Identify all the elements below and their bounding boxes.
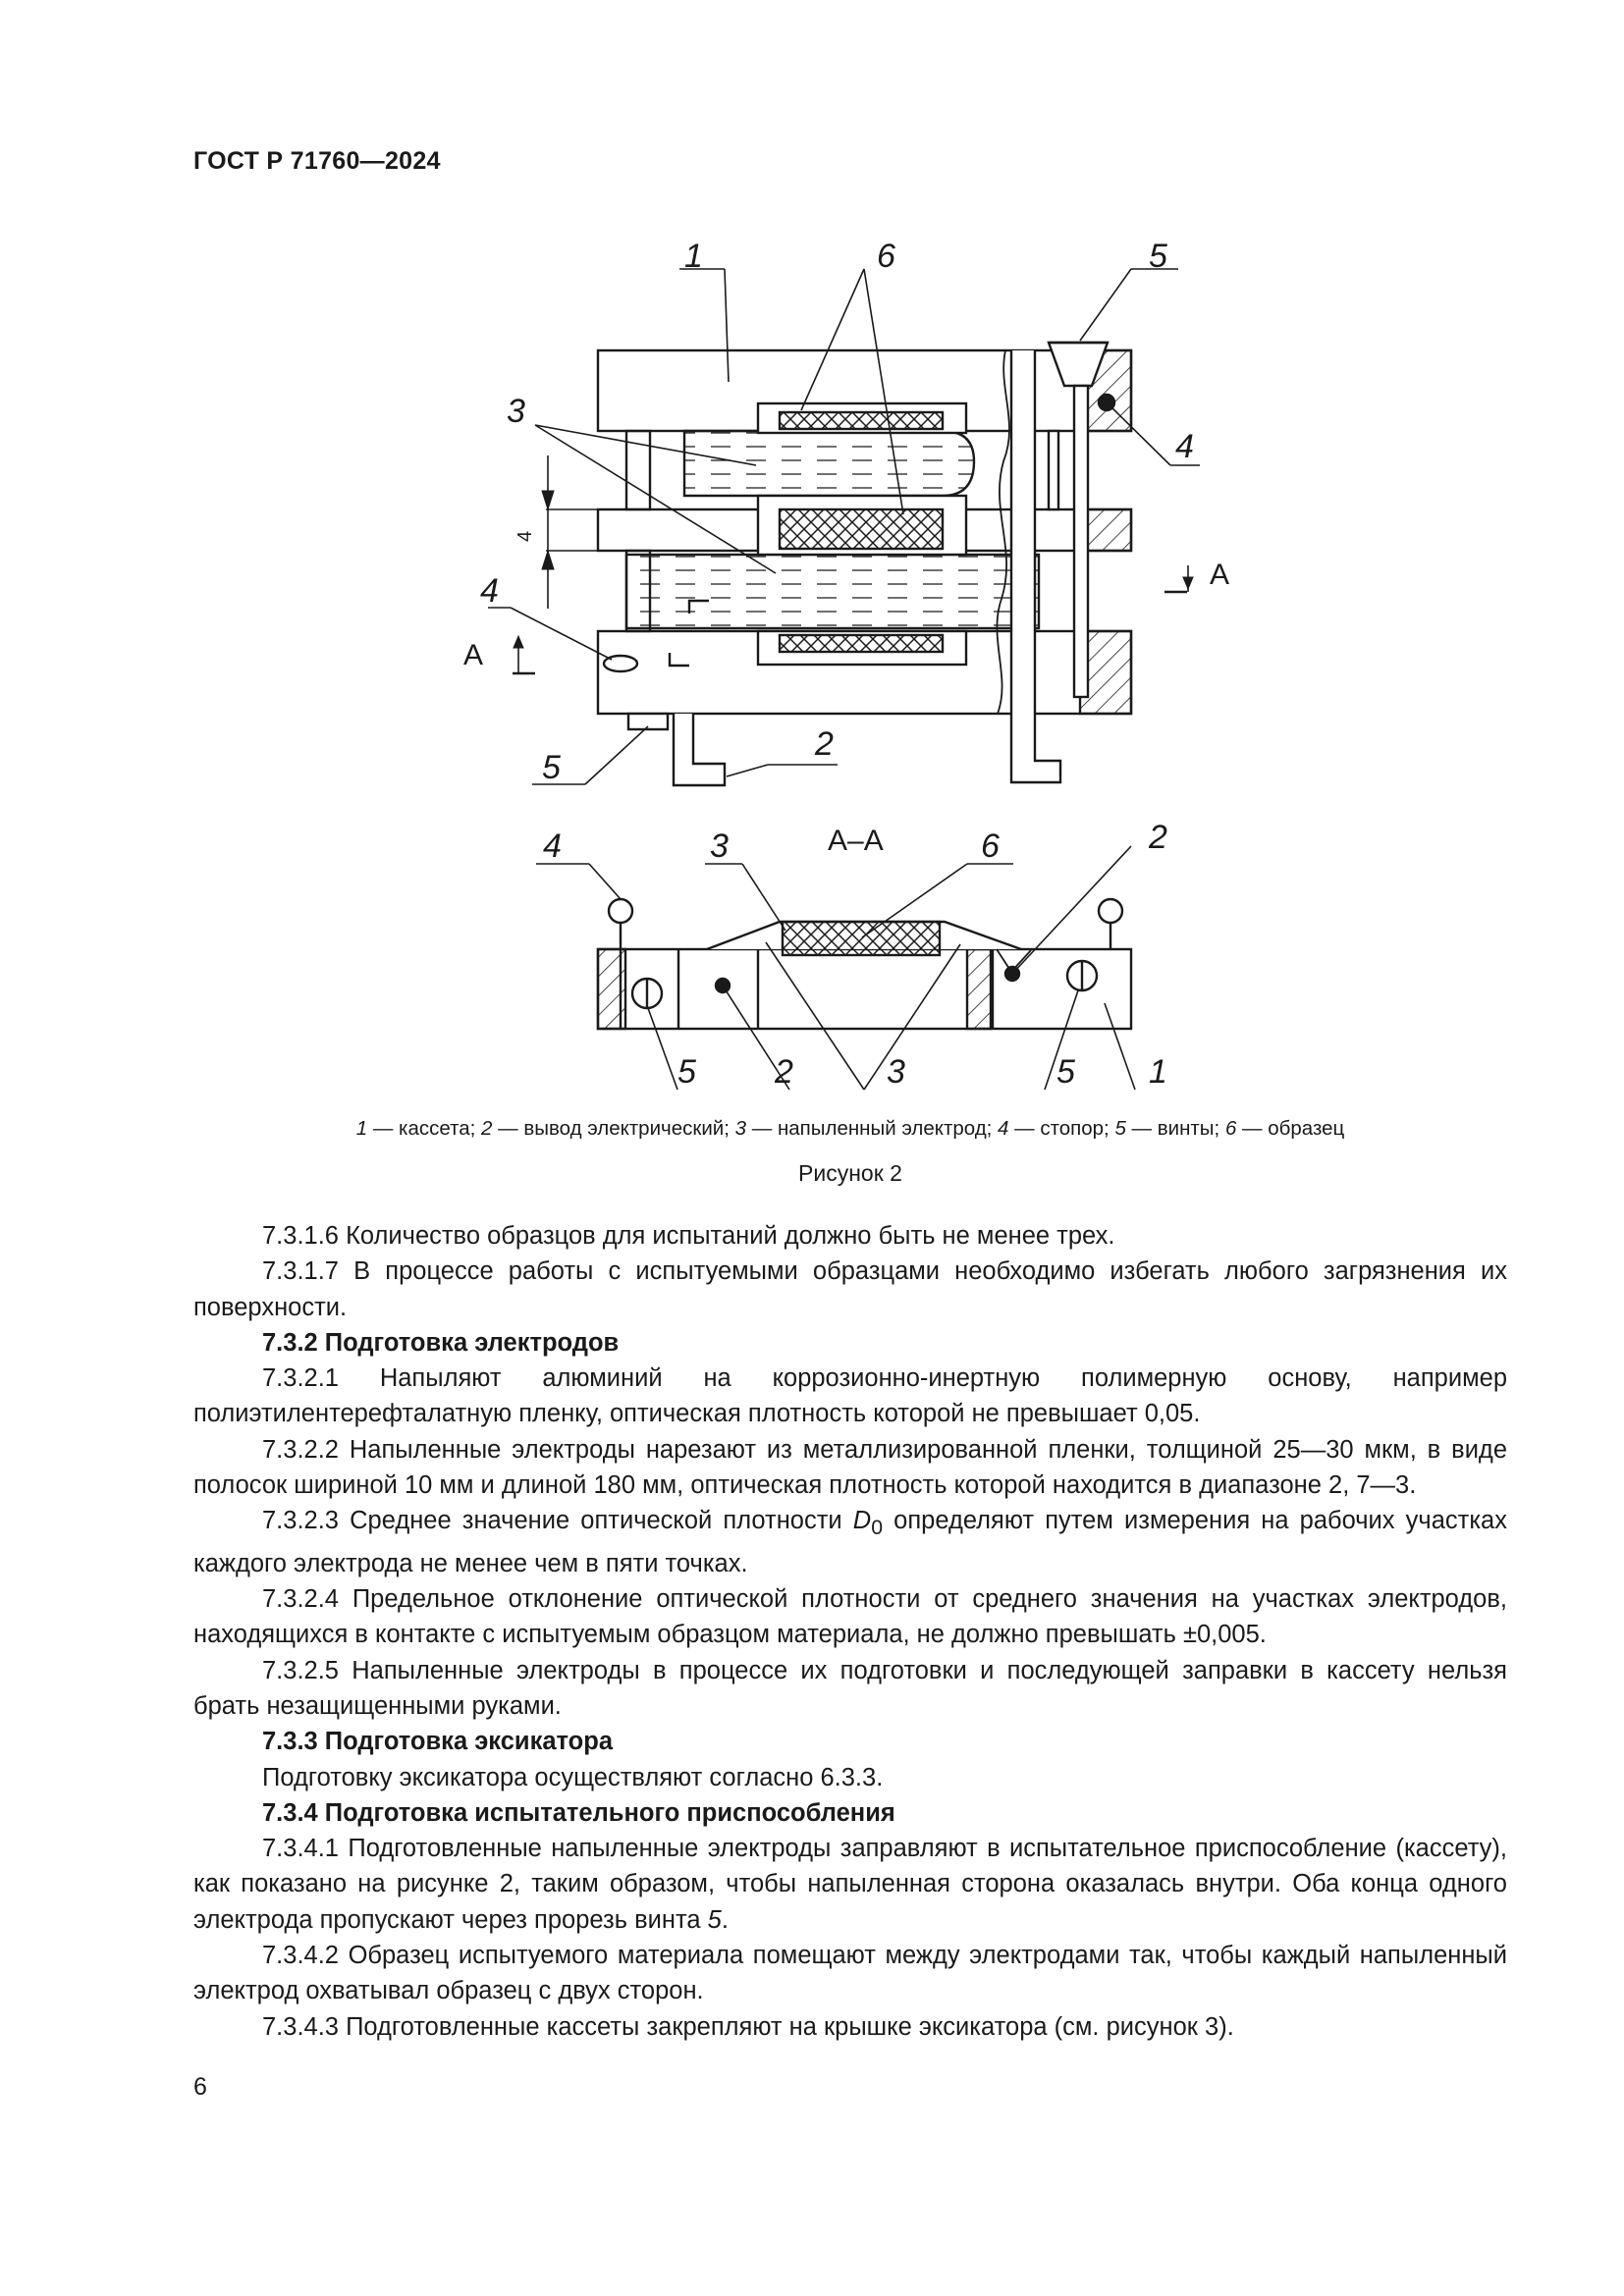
legend-text-6: — образец bbox=[1236, 1117, 1345, 1140]
p5-subscript: 0 bbox=[871, 1516, 884, 1540]
callout-3-top: 3 bbox=[507, 393, 525, 430]
callout-1-top: 1 bbox=[684, 238, 703, 275]
lower-electrode bbox=[626, 555, 1039, 628]
document-code-header: ГОСТ Р 71760—2024 bbox=[193, 147, 441, 175]
screw-shank bbox=[1074, 386, 1088, 697]
page-number: 6 bbox=[193, 2073, 207, 2101]
callout-4-right: 4 bbox=[1175, 428, 1194, 465]
paragraph-7-3-4-3: 7.3.4.3 Подготовленные кассеты закрепляют на крышке эксикатора (см. рисунок 3). bbox=[262, 2012, 1234, 2041]
paragraph-7-3-2-4: 7.3.2.4 Предельное отклонение оптической плотности от среднего значения на участках электродов, находящихся в контакте с испытуемым образцом материала, не должно превышать ±0,005. bbox=[193, 1585, 1507, 1649]
legend-num-2: 2 bbox=[481, 1117, 493, 1140]
callout-6-section: 6 bbox=[981, 828, 1000, 865]
p9-end: . bbox=[721, 1905, 729, 1934]
legend-text-1: — кассета; bbox=[367, 1117, 482, 1140]
section-view bbox=[536, 846, 1135, 1090]
callout-5-section-left: 5 bbox=[677, 1053, 696, 1091]
callout-5-top: 5 bbox=[1149, 238, 1167, 275]
callout-2-right: 2 bbox=[1149, 819, 1167, 856]
stopper-left bbox=[609, 899, 632, 923]
legend-num-1: 1 bbox=[355, 1117, 368, 1140]
callout-2-section: 2 bbox=[775, 1053, 793, 1091]
figure-title: Рисунок 2 bbox=[798, 1160, 902, 1186]
section-sample bbox=[783, 922, 940, 955]
paragraph-7-3-2-3 bbox=[193, 1503, 1507, 1581]
front-view bbox=[488, 269, 1200, 785]
legend-text-4: — стопор; bbox=[1008, 1117, 1115, 1140]
paragraph-7-3-1-6: 7.3.1.6 Количество образцов для испытаний должно быть не менее трех. bbox=[262, 1222, 1115, 1250]
heading-7-3-4: 7.3.4 Подготовка испытательного приспособления bbox=[262, 1798, 895, 1827]
p5-variable: D bbox=[852, 1507, 872, 1535]
legend-text-2: — вывод электрический; bbox=[492, 1117, 735, 1140]
bottom-electric-lead bbox=[674, 714, 725, 785]
callout-3-section-bottom: 3 bbox=[887, 1053, 905, 1091]
paragraph-7-3-2-1: 7.3.2.1 Напыляют алюминий на коррозионно-инертную полимерную основу, например полиэтилентерефталатную пленку, оптическая плотность которой не превышает 0,05. bbox=[193, 1364, 1507, 1428]
dimension-value: 4 bbox=[514, 530, 536, 542]
p9-text: 7.3.4.1 Подготовленные напыленные электроды заправляют в испытательное приспособление (кассету), как показано на рисунке 2, таким образом, чтобы напыленная сторона оказалась внутри. Оба конца одного электрода пропускают через прорезь винта bbox=[193, 1835, 1507, 1934]
paragraph-7-3-2-2: 7.3.2.2 Напыленные электроды нарезают из металлизированной пленки, толщиной 25—30 мкм, в виде полосок шириной 10 мм и длиной 180 мм, оптическая плотность которой находится в диапазоне 2, 7—3. bbox=[193, 1435, 1507, 1500]
callout-6-top: 6 bbox=[877, 238, 895, 275]
heading-7-3-3: 7.3.3 Подготовка эксикатора bbox=[262, 1728, 614, 1756]
sample-middle bbox=[780, 509, 943, 549]
paragraph-7-3-4-1 bbox=[193, 1831, 1507, 1938]
legend-text-5: — винты; bbox=[1125, 1117, 1225, 1140]
legend-num-4: 4 bbox=[998, 1117, 1009, 1140]
body-text bbox=[193, 1218, 1507, 2045]
callout-1-section: 1 bbox=[1149, 1053, 1167, 1091]
callout-2-front: 2 bbox=[815, 725, 834, 763]
figure-2-drawing bbox=[0, 0, 1624, 1109]
cut-marker-right: А bbox=[1210, 559, 1230, 591]
stopper-right bbox=[1099, 899, 1122, 923]
sample-bottom bbox=[780, 635, 943, 652]
legend-num-5: 5 bbox=[1114, 1117, 1126, 1140]
p5-start: 7.3.2.3 Среднее значение оптической плотности bbox=[262, 1507, 853, 1535]
callout-5-section-right: 5 bbox=[1056, 1053, 1075, 1091]
p5-end: определяют путем измерения на рабочих участках каждого электрода не менее чем в пяти точках. bbox=[193, 1507, 1507, 1577]
stopper-slot bbox=[1049, 431, 1058, 509]
callout-5-left: 5 bbox=[542, 749, 561, 786]
cut-marker-left: А bbox=[463, 639, 484, 671]
legend-num-3: 3 bbox=[734, 1117, 747, 1140]
callout-4-section: 4 bbox=[543, 828, 562, 865]
section-label: А–А bbox=[828, 825, 884, 857]
paragraph-7-3-4-2: 7.3.4.2 Образец испытуемого материала помещают между электродами так, чтобы каждый напыленный электрод охватывал образец с двух сторон. bbox=[193, 1942, 1507, 2005]
paragraph-7-3-2-5: 7.3.2.5 Напыленные электроды в процессе их подготовки и последующей заправки в кассету нельзя брать незащищенными руками. bbox=[193, 1656, 1507, 1720]
heading-7-3-2: 7.3.2 Подготовка электродов bbox=[262, 1328, 620, 1357]
paragraph-7-3-3-text: Подготовку эксикатора осуществляют согласно 6.3.3. bbox=[262, 1763, 884, 1791]
p9-italic-num: 5 bbox=[707, 1905, 722, 1934]
figure-legend bbox=[193, 1117, 1507, 1141]
legend-text-3: — напыленный электрод; bbox=[746, 1117, 999, 1140]
paragraph-7-3-1-7: 7.3.1.7 В процессе работы с испытуемыми образцами необходимо избегать любого загрязнения их поверхности. bbox=[193, 1257, 1507, 1321]
upper-electrode bbox=[684, 431, 974, 496]
callout-3-section: 3 bbox=[710, 828, 729, 865]
sample-top bbox=[780, 412, 943, 429]
legend-num-6: 6 bbox=[1224, 1117, 1237, 1140]
callout-4-left: 4 bbox=[480, 572, 499, 610]
